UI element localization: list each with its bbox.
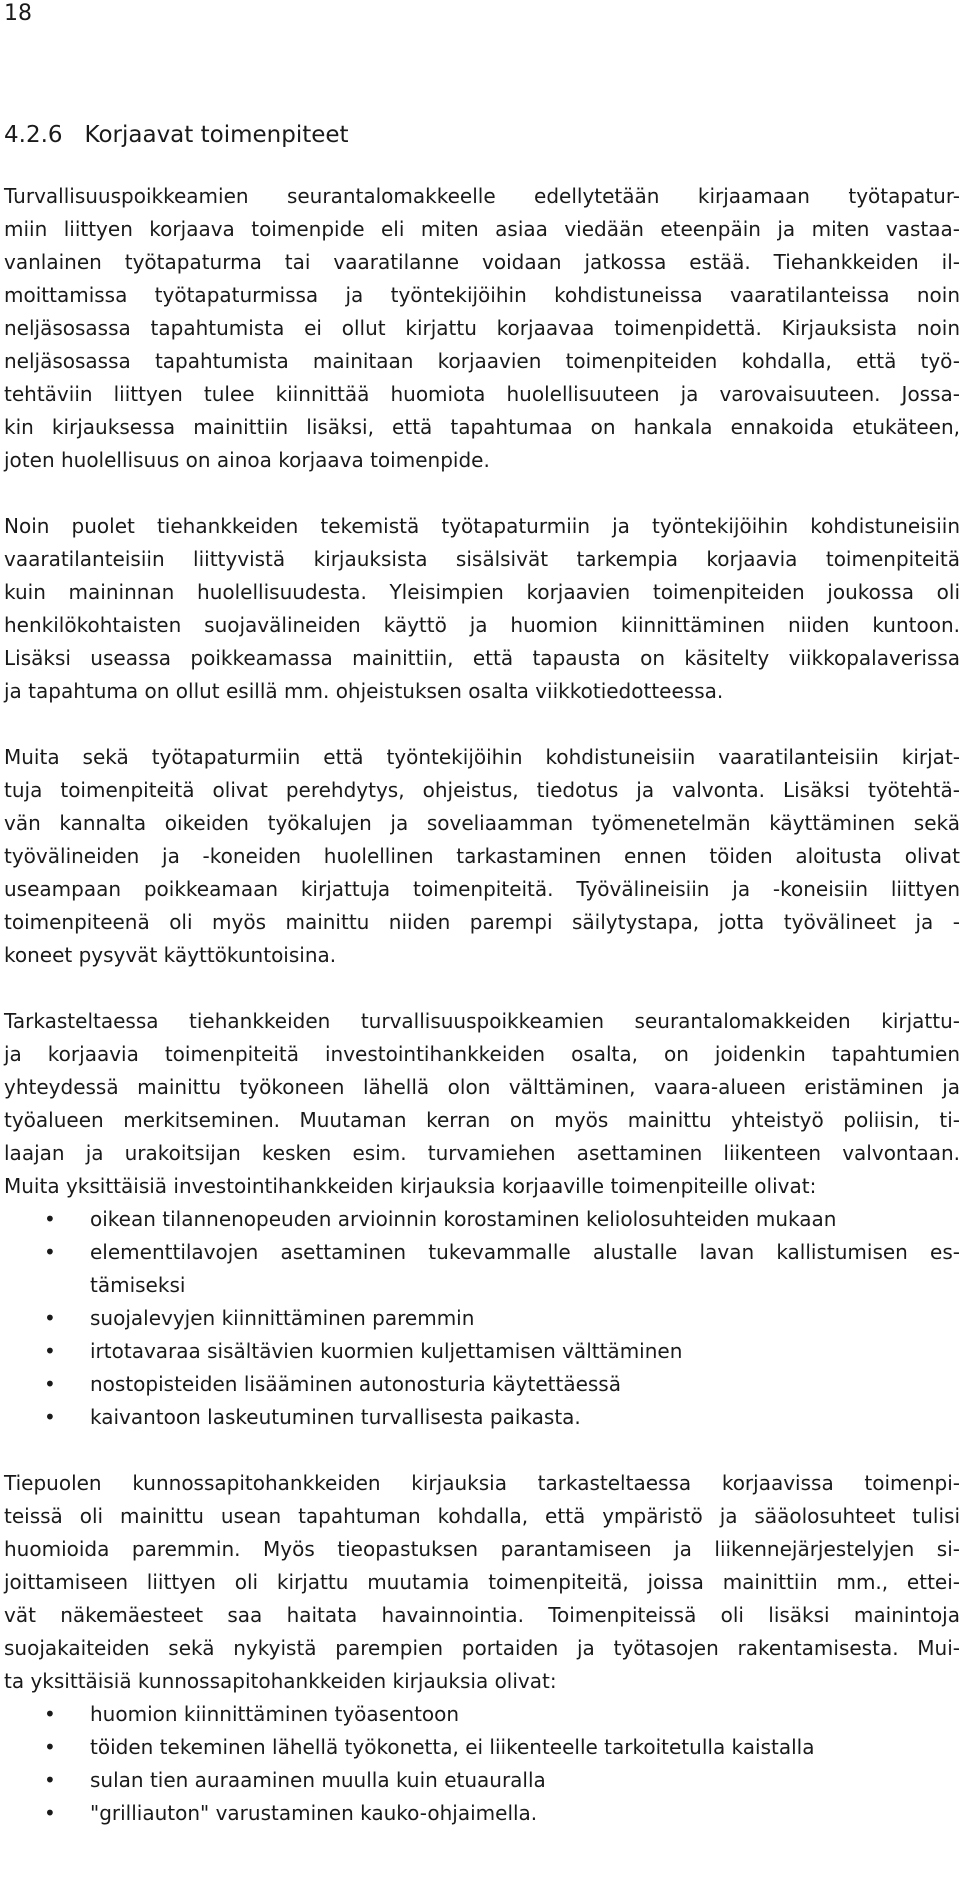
list-item-text: • kaivantoon laskeutuminen turvallisesta paikasta. xyxy=(90,1405,581,1429)
paragraph-line: tuja toimenpiteitä olivat perehdytys, ohjeistus, tiedotus ja valvonta. Lisäksi työtehtä- xyxy=(4,778,960,802)
paragraph-line: yhteydessä mainittu työkoneen lähellä olon välttäminen, vaara-alueen eristäminen ja xyxy=(4,1075,960,1099)
paragraph-line: laajan ja urakoitsijan kesken esim. turvamiehen asettaminen liikenteen valvontaan. xyxy=(4,1141,960,1165)
list-item xyxy=(4,1335,960,1368)
section-title: Korjaavat toimenpiteet xyxy=(84,122,349,148)
paragraph xyxy=(4,1005,960,1203)
section-number: 4.2.6 xyxy=(4,122,63,148)
paragraph-line: ta yksittäisiä kunnossapitohankkeiden kirjauksia olivat: xyxy=(4,1669,557,1693)
paragraph-line: vanlainen työtapaturma tai vaaratilanne voidaan jatkossa estää. Tiehankkeiden il- xyxy=(4,250,960,274)
paragraph-line: tehtäviin liittyen tulee kiinnittää huomiota huolellisuuteen ja varovaisuuteen. Jossa- xyxy=(4,382,960,406)
maintenance-bullet-list xyxy=(4,1698,960,1830)
paragraph xyxy=(4,510,960,708)
paragraph-line: teissä oli mainittu usean tapahtuman kohdalla, että ympäristö ja sääolosuhteet tulisi xyxy=(4,1504,960,1528)
paragraph-line: miin liittyen korjaava toimenpide eli miten asiaa viedään eteenpäin ja miten vastaa- xyxy=(4,217,960,241)
paragraph-line: henkilökohtaisten suojavälineiden käyttö ja huomion kiinnittäminen niiden kuntoon. xyxy=(4,613,960,637)
paragraph-line: Muita sekä työtapaturmiin että työntekijöihin kohdistuneisiin vaaratilanteisiin kirjat- xyxy=(4,745,960,769)
list-item-text: • suojalevyjen kiinnittäminen paremmin xyxy=(90,1306,475,1330)
paragraph-line: Tarkasteltaessa tiehankkeiden turvallisuuspoikkeamien seurantalomakkeiden kirjattu- xyxy=(4,1009,960,1033)
list-item-text: • sulan tien auraaminen muulla kuin etuauralla xyxy=(90,1768,546,1792)
list-item xyxy=(4,1401,960,1434)
list-item xyxy=(4,1764,960,1797)
page-number: 18 xyxy=(4,1,32,26)
paragraph-line: ja tapahtuma on ollut esillä mm. ohjeistuksen osalta viikkotiedotteessa. xyxy=(4,679,724,703)
paragraph-line: neljäsosassa tapahtumista mainitaan korjaavien toimenpiteiden kohdalla, että työ- xyxy=(4,349,960,373)
paragraph-line: koneet pysyvät käyttökuntoisina. xyxy=(4,943,337,967)
paragraph-line: työalueen merkitseminen. Muutaman kerran on myös mainittu yhteistyö poliisin, ti- xyxy=(4,1108,960,1132)
paragraph xyxy=(4,180,960,477)
paragraph-line: toimenpiteenä oli myös mainittu niiden parempi säilytystapa, jotta työvälineet ja - xyxy=(4,910,960,934)
list-item xyxy=(4,1698,960,1731)
paragraph-line: moittamissa työtapaturmissa ja työntekijöihin kohdistuneissa vaaratilanteissa noin xyxy=(4,283,960,307)
paragraph-line: useampaan poikkeamaan kirjattuja toimenpiteitä. Työvälineisiin ja -koneisiin liittyen xyxy=(4,877,960,901)
list-item-text: • oikean tilannenopeuden arvioinnin korostaminen keliolosuhteiden mukaan xyxy=(90,1207,837,1231)
paragraph-line: Turvallisuuspoikkeamien seurantalomakkeelle edellytetään kirjaamaan työtapatur- xyxy=(4,184,960,208)
paragraph-line: vän kannalta oikeiden työkalujen ja soveliaamman työmenetelmän käyttäminen sekä xyxy=(4,811,960,835)
paragraph-line: Lisäksi useassa poikkeamassa mainittiin, että tapausta on käsitelty viikkopalaverissa xyxy=(4,646,960,670)
document-body xyxy=(4,180,960,1863)
paragraph xyxy=(4,741,960,972)
paragraph-line: kin kirjauksessa mainittiin lisäksi, että tapahtumaa on hankala ennakoida etukäteen, xyxy=(4,415,960,439)
paragraph-line: ja korjaavia toimenpiteitä investointihankkeiden osalta, on joidenkin tapahtumien xyxy=(4,1042,960,1066)
paragraph-line: joten huolellisuus on ainoa korjaava toimenpide. xyxy=(4,448,490,472)
list-item-text: • huomion kiinnittäminen työasentoon xyxy=(90,1702,460,1726)
paragraph-line: suojakaiteiden sekä nykyistä parempien portaiden ja työtasojen rakentamisesta. Mui- xyxy=(4,1636,960,1660)
list-item xyxy=(4,1203,960,1236)
list-item-text: • irtotavaraa sisältävien kuormien kuljettamisen välttäminen xyxy=(90,1339,683,1363)
paragraph-line: Muita yksittäisiä investointihankkeiden kirjauksia korjaaville toimenpiteille olivat: xyxy=(4,1174,817,1198)
paragraph-line: joittamiseen liittyen oli kirjattu muutamia toimenpiteitä, joissa mainittiin mm., ettei- xyxy=(4,1570,960,1594)
paragraph-line: Tiepuolen kunnossapitohankkeiden kirjauksia tarkasteltaessa korjaavissa toimenpi- xyxy=(4,1471,960,1495)
investment-bullet-list xyxy=(4,1203,960,1434)
section-heading xyxy=(4,120,349,150)
list-item xyxy=(4,1302,960,1335)
list-item xyxy=(4,1731,960,1764)
list-item-text: • nostopisteiden lisääminen autonosturia käytettäessä xyxy=(90,1372,621,1396)
list-item-text: • "grilliauton" varustaminen kauko-ohjaimella. xyxy=(90,1801,538,1825)
paragraph-line: vaaratilanteisiin liittyvistä kirjauksista sisälsivät tarkempia korjaavia toimenpiteitä xyxy=(4,547,960,571)
paragraph-line: työvälineiden ja -koneiden huolellinen tarkastaminen ennen töiden aloitusta olivat xyxy=(4,844,960,868)
list-item-text: • elementtilavojen asettaminen tukevammalle alustalle lavan kallistumisen es- xyxy=(90,1240,960,1264)
paragraph-line: kuin maininnan huolellisuudesta. Yleisimpien korjaavien toimenpiteiden joukossa oli xyxy=(4,580,960,604)
paragraph xyxy=(4,1467,960,1698)
paragraph-line: Noin puolet tiehankkeiden tekemistä työtapaturmiin ja työntekijöihin kohdistuneisiin xyxy=(4,514,960,538)
list-item xyxy=(4,1368,960,1401)
paragraph-line: huomioida paremmin. Myös tieopastuksen parantamiseen ja liikennejärjestelyjen si- xyxy=(4,1537,960,1561)
list-item-text: • töiden tekeminen lähellä työkonetta, ei liikenteelle tarkoitetulla kaistalla xyxy=(90,1735,815,1759)
list-item xyxy=(4,1797,960,1830)
list-item-text: tämiseksi xyxy=(90,1273,186,1297)
paragraph-line: vät näkemäesteet saa haitata havainnointia. Toimenpiteissä oli lisäksi mainintoja xyxy=(4,1603,960,1627)
list-item xyxy=(4,1236,960,1302)
paragraph-line: neljäsosassa tapahtumista ei ollut kirjattu korjaavaa toimenpidettä. Kirjauksista noin xyxy=(4,316,960,340)
